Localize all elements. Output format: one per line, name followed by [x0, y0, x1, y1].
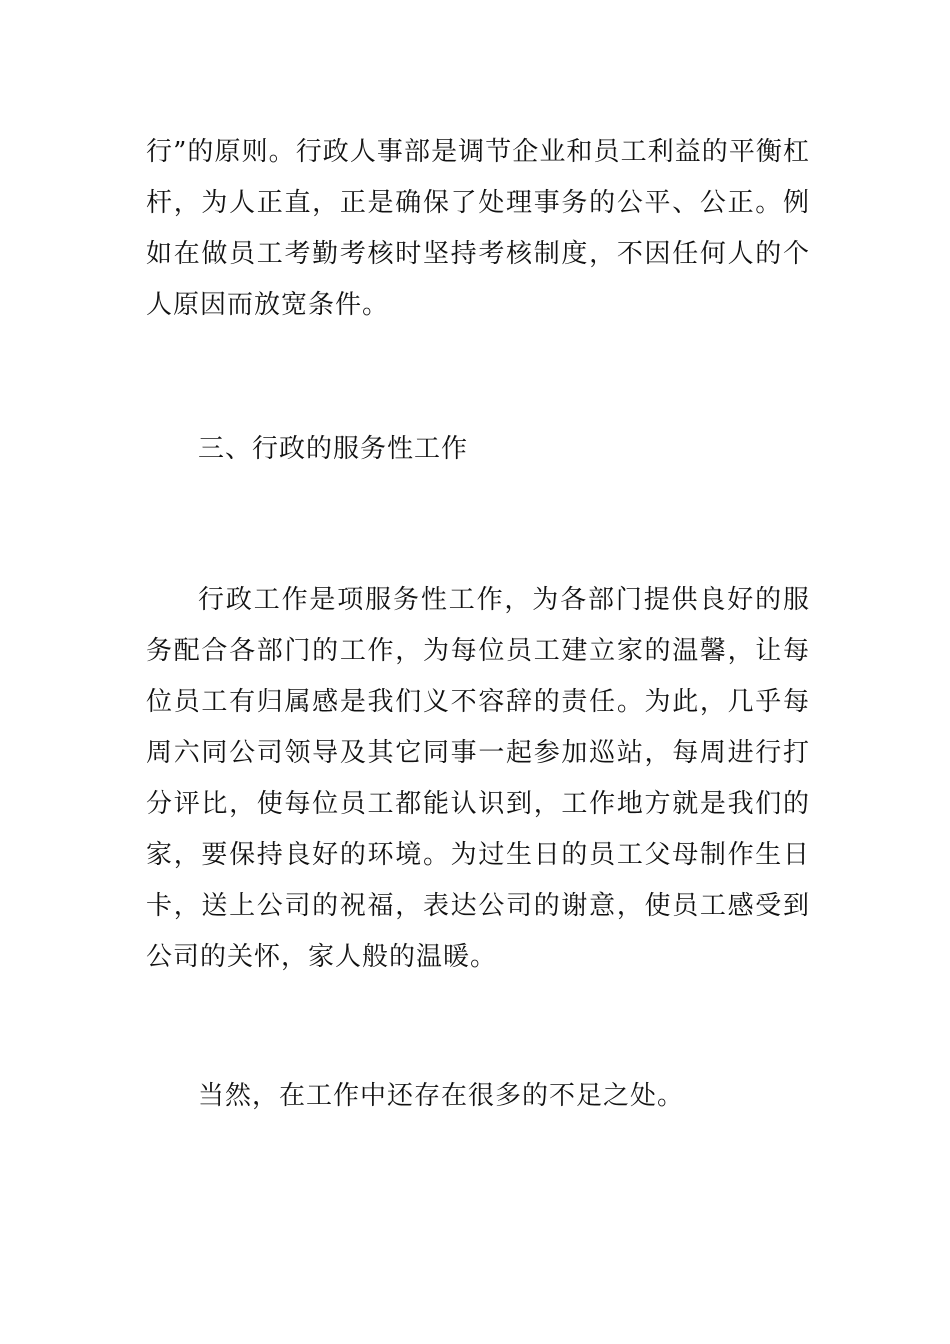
paragraph-principle-continuation: 行”的原则。行政人事部是调节企业和员工利益的平衡杠杆，为人正直，正是确保了处理事务的公平、公正。例如在做员工考勤考核时坚持考核制度，不因任何人的个人原因而放宽条件。: [146, 137, 810, 320]
paragraph-shortcomings: 当然，在工作中还存在很多的不足之处。: [198, 1081, 685, 1111]
paragraph-service-work: 行政工作是项服务性工作，为各部门提供良好的服务配合各部门的工作，为每位员工建立家的温馨，让每位员工有归属感是我们义不容辞的责任。为此，几乎每周六同公司领导及其它同事一起参加巡站，每周进行打分评比，使每位员工都能认识到，工作地方就是我们的家，要保持良好的环境。为过生日的员工父母制作生日卡，送上公司的祝福，表达公司的谢意，使员工感受到公司的关怀，家人般的温暖。: [146, 585, 810, 972]
section-heading-service-work: 三、行政的服务性工作: [198, 434, 469, 464]
